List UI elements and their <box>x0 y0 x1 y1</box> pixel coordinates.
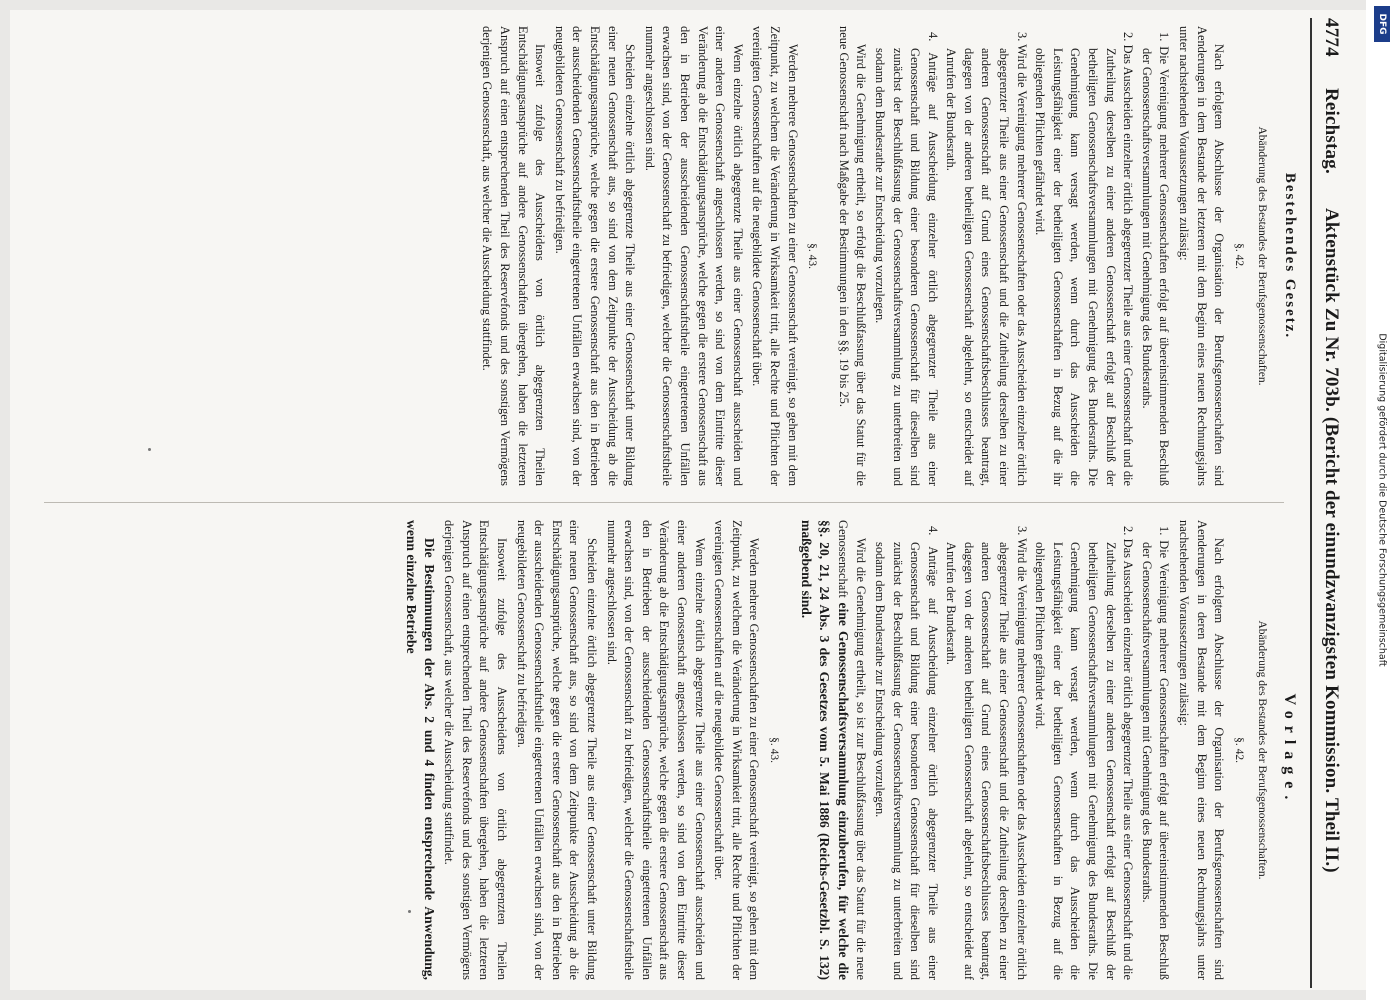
section-43-label: §. 43. <box>767 737 780 763</box>
page-number: 4774 <box>1321 18 1342 57</box>
list-item: 1. Die Vereinigung mehrerer Genossenschaften erfolgt auf übereinstimmenden Beschluß der Genossenschaftsversammlungen mit Genehmigung des Bundesraths. <box>1139 32 1172 486</box>
list-item: 2. Das Ausscheiden einzelner örtlich abgegrenzter Theile aus einer Genossenschaft und die Zutheilung derselben zu einer anderen Genossenschaft erfolgt auf Beschluß der betheiligten Genossenschaftsversammlungen mit Genehmigung des Bundesraths. Die Genehmigung kann versagt werden, wenn durch das Ausscheiden die Leistungsfähigkeit einer der betheiligten Genossenschaften in Bezug auf die obliegenden Pflichten gefährdet wird. <box>1033 526 1136 980</box>
closing-bold: eine Genossenschaftsversammlung einzuberufen, für welche die §§. 20, 21, 24 Abs. 3 des Gesetzes vom 5. Mai 1886 (Reichs-Gesetzbl. S. 132) maßgebend sind. <box>798 520 851 980</box>
existing-law-heading: Bestehendes Gesetz. <box>1282 172 1298 340</box>
section-43-para: Scheiden einzelne örtlich abgegrenzte Theile aus einer Genossenschaft unter Bildung einer neuen Genossenschaft aus, so sind von dem Zeitpunkte der Ausscheidung ab die Entschädigungsansprüche, welche gegen die erstere Genossenschaft aus den in Betrieben der ausscheidenden Genossenschaftstheile eingetretenen Unfällen erwachsen sind, von der neugebildeten Genossenschaft zu befriedigen. <box>514 520 600 980</box>
list-item: 4. Anträge auf Ausscheidung einzelner örtlich abgegrenzter Theile aus einer Genossenschaft und Bildung einer besonderen Genossenschaft für dieselben sind zunächst der Beschlußfassung der Genossenschaftsversammlung zu unterbreiten und sodann dem Bundesrathe zur Entscheidung vorzulegen. <box>872 32 940 486</box>
section-42-label: §. 42. <box>1232 737 1245 763</box>
section-43-para: Insoweit zufolge des Ausscheidens von örtlich abgegrenzten Theilen Entschädigungsansprüche auf andere Genossenschaften übergehen, haben die letzteren Anspruch auf einen entsprechenden Theil des Reservefonds und des sonstigen Vermögens derjenigen Genossenschaft, aus welcher die Ausscheidung stattfindet. <box>442 520 510 980</box>
scan-speck <box>408 910 411 913</box>
digitization-credit: Digitalisierung gefördert durch die Deutsche Forschungsgemeinschaft <box>1376 333 1388 667</box>
section-42-label: §. 42. <box>1232 243 1245 269</box>
column-existing-law <box>476 26 1298 486</box>
section-42-closing <box>796 520 869 980</box>
header-title: Aktenstück Zu Nr. 703b. (Bericht der einundzwanzigsten Kommission. Theil II.) <box>1321 208 1342 873</box>
dfg-logo-text: DFG <box>1377 13 1387 35</box>
section-42-kicker: Abänderung des Bestandes der Berufsgenossenschaften. <box>1256 620 1269 880</box>
scan-speck <box>148 448 151 451</box>
column-divider <box>44 502 1284 503</box>
column-draft <box>401 520 1299 980</box>
list-item: 3. Wird die Vereinigung mehrerer Genossenschaften oder das Ausscheiden einzelner örtlich abgegrenzter Theile aus einer Genossenschaft und die Zutheilung derselben zu einer anderen Genossenschaft auf Grund eines Genossenschaftsbeschlusses beantragt, dagegen von der anderen betheiligten Genossenschaft abgelehnt, so entscheidet auf Anrufen der Bundesrath. <box>944 526 1029 980</box>
list-item: 3. Wird die Vereinigung mehrerer Genossenschaften oder das Ausscheiden einzelner örtlich abgegrenzter Theile aus einer Genossenschaft und die Zutheilung derselben zu einer anderen Genossenschaft auf Grund eines Genossenschaftsbeschlusses beantragt, dagegen von der anderen betheiligten Genossenschaft abgelehnt, so entscheidet auf Anrufen der Bundesrath. <box>944 32 1029 486</box>
section-42-intro: Nach erfolgtem Abschlusse der Organisation der Berufsgenossenschaften sind Aenderungen in dem Bestande der letzteren mit dem Beginn eines neuen Rechnungsjahrs unter nachstehenden Voraussetzungen zulässig: <box>1177 26 1227 486</box>
list-item: 4. Anträge auf Ausscheidung einzelner örtlich abgegrenzter Theile aus einer Genossenschaft und Bildung einer besonderen Genossenschaft für dieselben sind zunächst der Beschlußfassung der Genossenschaftsversammlung zu unterbreiten und sodann dem Bundesrathe zur Entscheidung vorzulegen. <box>872 526 940 980</box>
section-43-label: §. 43. <box>806 243 819 269</box>
closing-plain: Wird die Genehmigung ertheilt, so ist zur Beschlußfassung über das Statut für die neue Genossenschaft <box>835 520 869 980</box>
dfg-logo-icon <box>1374 6 1390 42</box>
rotated-page <box>20 18 1350 988</box>
section-42-intro: Nach erfolgtem Abschlusse der Organisation der Berufsgenossenschaften sind Aenderungen in deren Bestande mit dem Beginn eines neuen Rechnungsjahrs unter nachstehenden Voraussetzungen zulässig: <box>1177 520 1227 980</box>
section-42-list <box>870 520 1172 980</box>
list-item: 1. Die Vereinigung mehrerer Genossenschaften erfolgt auf übereinstimmenden Beschluß der Genossenschaftsversammlungen mit Genehmigung des Bundesraths. <box>1139 526 1172 980</box>
section-42-closing: Wird die Genehmigung ertheilt, so erfolgt die Beschlußfassung über das Statut für die neue Genossenschaft nach Maßgabe der Bestimmungen in den §§. 19 bis 25. <box>836 26 869 486</box>
section-42-list <box>870 26 1172 486</box>
section-42-kicker: Abänderung des Bestandes der Berufsgenossenschaften. <box>1256 126 1269 386</box>
section-43-final-bold: Die Bestimmungen der Abs. 2 und 4 finden entsprechende Anwendung, wenn einzelne Betriebe <box>404 520 437 980</box>
section-43-para: Scheiden einzelne örtlich abgegrenzte Theile aus einer Genossenschaft unter Bildung einer neuen Genossenschaft aus, so sind von dem Zeitpunkte der Ausscheidung ab die Entschädigungsansprüche, welche gegen die erstere Genossenschaft aus den in Betrieben der ausscheidenden Genossenschaftstheile eingetretenen Unfällen erwachsen sind, von der neugebildeten Genossenschaft zu befriedigen. <box>552 26 638 486</box>
page-header <box>1310 18 1350 988</box>
header-org: Reichstag. <box>1321 88 1342 174</box>
section-43-para: Wenn einzelne örtlich abgegrenzte Theile aus einer Genossenschaft ausscheiden und einer anderen Genossenschaft angeschlossen werden, so sind von dem Eintritte dieser Veränderung ab die Entschädigungsansprüche, welche gegen die erstere Genossenschaft aus den in Betrieben der ausscheidenden Genossenschaftstheile eingetretenen Unfällen erwachsen sind, von der Genossenschaft zu befriedigen, welcher die Genossenschaftstheile nunmehr angeschlossen sind. <box>604 520 707 980</box>
section-43-para: Insoweit zufolge des Ausscheidens von örtlich abgegrenzten Theilen Entschädigungsansprüche auf andere Genossenschaften übergehen, haben die letzteren Anspruch auf einen entsprechenden Theil des Reservefonds und des sonstigen Vermögens derjenigen Genossenschaft, aus welcher die Ausscheidung stattfindet. <box>480 26 548 486</box>
section-43-para: Werden mehrere Genossenschaften zu einer Genossenschaft vereinigt, so gehen mit dem Zeitpunkt, zu welchem die Veränderung in Wirksamkeit tritt, alle Rechte und Pflichten der vereinigten Genossenschaften auf die neugebildete Genossenschaft über. <box>750 26 800 486</box>
list-item: 2. Das Ausscheiden einzelner örtlich abgegrenzter Theile aus einer Genossenschaft und die Zutheilung derselben zu einer anderen Genossenschaft erfolgt auf Beschluß der betheiligten Genossenschaftsversammlungen mit Genehmigung des Bundesraths. Die Genehmigung kann versagt werden, wenn durch das Ausscheiden die Leistungsfähigkeit einer der betheiligten Genossenschaften in Bezug auf die ihr obliegenden Pflichten gefährdet wird. <box>1033 32 1136 486</box>
section-43-para: Wenn einzelne örtlich abgegrenzte Theile aus einer Genossenschaft ausscheiden und einer anderen Genossenschaft angeschlossen werden, so sind von dem Eintritte dieser Veränderung ab die Entschädigungsansprüche, welche gegen die erstere Genossenschaft aus den in Betrieben der ausscheidenden Genossenschaftstheile eingetretenen Unfällen erwachsen sind, von der Genossenschaft zu befriedigen, welcher die Genossenschaftstheile nunmehr angeschlossen sind. <box>642 26 745 486</box>
section-43-para: Werden mehrere Genossenschaften zu einer Genossenschaft vereinigt, so gehen mit dem Zeitpunkt, zu welchem die Veränderung in Wirksamkeit tritt, alle Rechte und Pflichten der vereinigten Genossenschaften auf die neugebildete Genossenschaft über. <box>712 520 762 980</box>
header-rule <box>1310 18 1312 988</box>
draft-heading: Vorlage. <box>1281 693 1298 807</box>
